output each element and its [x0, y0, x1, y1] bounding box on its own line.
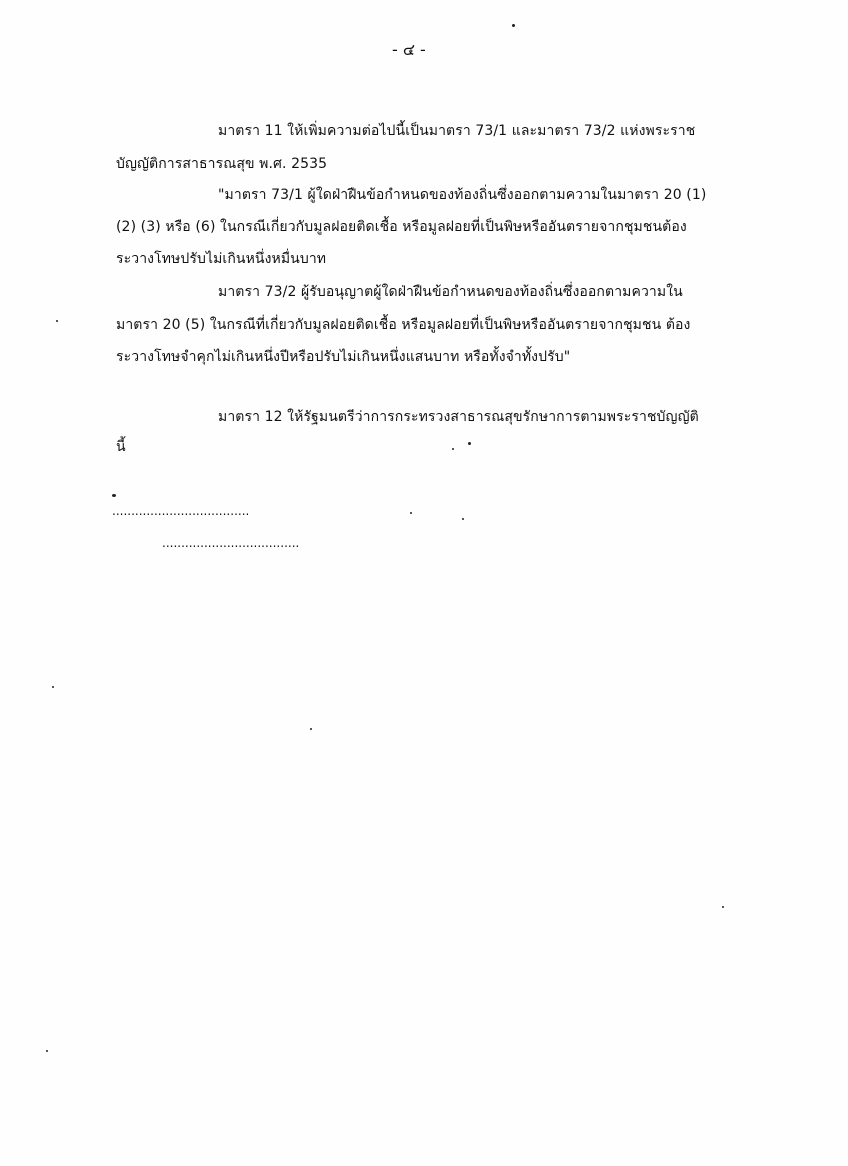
- scan-speck: [56, 320, 58, 322]
- scan-speck: [462, 518, 464, 520]
- section-11-line-1: มาตรา 11 ให้เพิ่มความต่อไปนี้เป็นมาตรา 73/1 และมาตรา 73/2 แห่งพระราช: [218, 123, 696, 139]
- section-73-2-line-2: มาตรา 20 (5) ในกรณีที่เกี่ยวกับมูลฝอยติดเชื้อ หรือมูลฝอยที่เป็นพิษหรืออันตรายจากชุมชน ต้อง: [116, 317, 691, 333]
- dotted-line-1: ....................................: [112, 504, 250, 518]
- page-number: - ๔ -: [392, 40, 426, 59]
- scan-speck: [410, 512, 412, 514]
- section-73-1-line-1: "มาตรา 73/1 ผู้ใดฝ่าฝืนข้อกำหนดของท้องถิ่นซึ่งออกตามความในมาตรา 20 (1): [218, 187, 707, 203]
- section-73-1-line-2: (2) (3) หรือ (6) ในกรณีเกี่ยวกับมูลฝอยติดเชื้อ หรือมูลฝอยที่เป็นพิษหรืออันตรายจากชุมชนต้อง: [116, 219, 687, 235]
- scan-speck: [112, 494, 116, 497]
- section-12-line-2: นี้: [116, 439, 126, 455]
- scan-speck: [722, 906, 724, 908]
- section-11-line-2: บัญญัติการสาธารณสุข พ.ศ. 2535: [116, 156, 328, 172]
- section-73-2-line-1: มาตรา 73/2 ผู้รับอนุญาตผู้ใดฝ่าฝืนข้อกำหนดของท้องถิ่นซึ่งออกตามความใน: [218, 284, 683, 300]
- dotted-line-2: ....................................: [162, 536, 300, 550]
- section-12-line-1: มาตรา 12 ให้รัฐมนตรีว่าการกระทรวงสาธารณสุขรักษาการตามพระราชบัญญัติ: [218, 409, 699, 425]
- scan-speck: [310, 728, 312, 730]
- section-73-1-line-3: ระวางโทษปรับไม่เกินหนึ่งหมื่นบาท: [116, 251, 327, 267]
- scan-speck: [52, 686, 54, 688]
- section-73-2-line-3: ระวางโทษจำคุกไม่เกินหนึ่งปีหรือปรับไม่เกินหนึ่งแสนบาท หรือทั้งจำทั้งปรับ": [116, 349, 571, 365]
- scan-speck: [46, 1050, 48, 1052]
- scan-speck: [452, 448, 454, 450]
- scan-speck: [512, 24, 515, 27]
- scan-speck: [468, 442, 471, 445]
